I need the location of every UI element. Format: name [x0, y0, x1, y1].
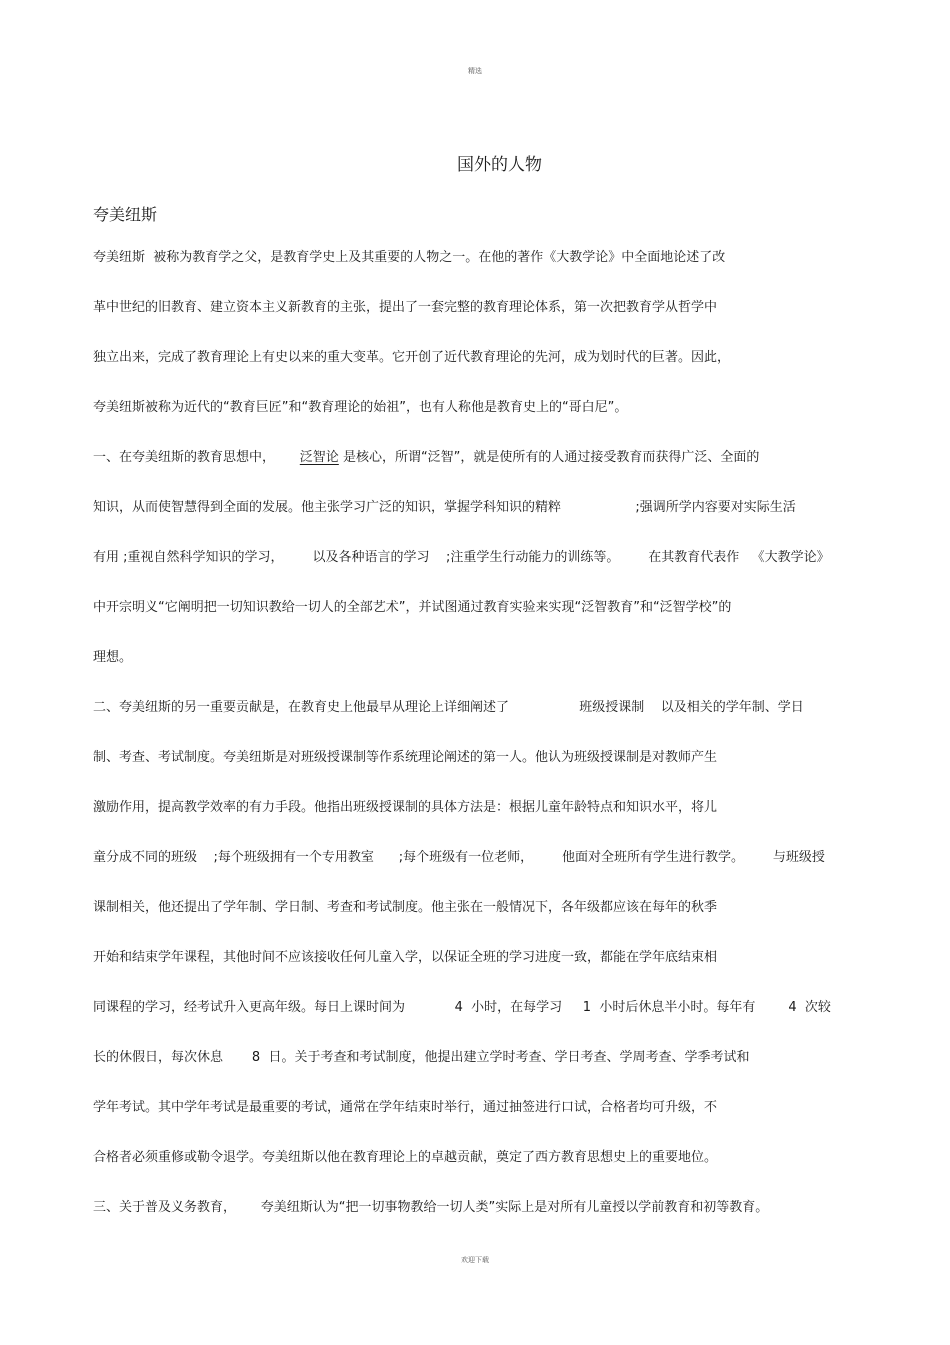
paragraph-line — [93, 450, 759, 466]
paragraph-line — [93, 1100, 717, 1116]
line-text: 课制相关，他还提出了学年制、学日制、考查和考试制度。他主张在一般情况下，各年级都应该在每年的秋季 — [93, 900, 718, 915]
paragraph-line — [93, 600, 731, 616]
line-text: 三、关于普及义务教育， 夸美纽斯认为“把一切事物教给一切人类”实际上是对所有儿童授以学前教育和初等教育。 — [93, 1200, 769, 1215]
section-heading: 夸美纽斯 — [93, 205, 158, 224]
line-text: 激励作用，提高教学效率的有力手段。他指出班级授课制的具体方法是：根据儿童年龄特点和知识水平，将儿 — [93, 800, 718, 815]
paragraph-line — [93, 950, 717, 966]
paragraph-line — [93, 850, 825, 866]
line-text: 童分成不同的班级 ;每个班级拥有一个专用教室 ;每个班级有一位老师， 他面对全班所有学生进行教学。 与班级授 — [93, 850, 825, 865]
line-text: 合格者必须重修或勒令退学。夸美纽斯以他在教育理论上的卓越贡献，奠定了西方教育思想史上的重要地位。 — [93, 1150, 718, 1165]
paragraph-line — [93, 800, 717, 816]
paragraph-line — [93, 250, 725, 266]
line-text: 夸美纽斯 被称为教育学之父，是教育学史上及其重要的人物之一。在他的著作《大教学论》中全面地论述了改 — [93, 250, 726, 265]
paragraph-line — [93, 1000, 831, 1016]
paragraph-line — [93, 700, 804, 716]
line-text: 开始和结束学年课程，其他时间不应该接收任何儿童入学，以保证全班的学习进度一致，都能在学年底结束相 — [93, 950, 718, 965]
line-text: 有用 ;重视自然科学知识的学习， 以及各种语言的学习 ;注重学生行动能力的训练等。 在其教育代表作 《大教学论》 — [93, 550, 830, 565]
line-text: 二、夸美纽斯的另一重要贡献是，在教育史上他最早从理论上详细阐述了 班级授课制 以及相关的学年制、学日 — [93, 700, 804, 715]
line-text: 夸美纽斯被称为近代的“教育巨匠”和“教育理论的始祖”，也有人称他是教育史上的“哥白尼”。 — [93, 400, 628, 415]
paragraph-line — [93, 400, 627, 416]
paragraph-line — [93, 300, 717, 316]
line-text: 中开宗明义“它阐明把一切知识教给一切人的全部艺术”，并试图通过教育实验来实现“泛智教育”和“泛智学校”的 — [93, 600, 732, 615]
line-text: 学年考试。其中学年考试是最重要的考试，通常在学年结束时举行，通过抽签进行口试，合格者均可升级，不 — [93, 1100, 718, 1115]
line-text-continued: 是核心，所谓“泛智”，就是使所有的人通过接受教育而获得广泛、全面的 — [338, 450, 760, 465]
paragraph-line — [93, 1050, 749, 1066]
footer-watermark: 欢迎下载 — [461, 1256, 489, 1264]
paragraph-line — [93, 1150, 717, 1166]
line-text: 理想。 — [93, 650, 133, 665]
paragraph-line — [93, 500, 796, 516]
line-text: 同课程的学习，经考试升入更高年级。每日上课时间为 4 小时，在每学习 1 小时后休息半小时。每年有 4 次较 — [93, 1000, 831, 1015]
line-text: 独立出来，完成了教育理论上有史以来的重大变革。它开创了近代教育理论的先河，成为划时代的巨著。因此， — [93, 350, 731, 365]
line-text: 知识，从而使智慧得到全面的发展。他主张学习广泛的知识，掌握学科知识的精粹 ;强调所学内容要对实际生活 — [93, 500, 796, 515]
paragraph-line — [93, 350, 730, 366]
underlined-term: 泛智论 — [299, 450, 339, 465]
page-title: 国外的人物 — [457, 155, 542, 175]
header-watermark: 精选 — [468, 67, 482, 75]
line-text: 制、考查、考试制度。夸美纽斯是对班级授课制等作系统理论阐述的第一人。他认为班级授课制是对教师产生 — [93, 750, 718, 765]
paragraph-line — [93, 550, 830, 566]
paragraph-line — [93, 900, 717, 916]
line-text: 长的休假日，每次休息 8 日。关于考查和考试制度，他提出建立学时考查、学日考查、学周考查、学季考试和 — [93, 1050, 750, 1065]
paragraph-line — [93, 750, 717, 766]
paragraph-line — [93, 1200, 768, 1216]
paragraph-line — [93, 650, 132, 666]
line-text: 一、在夸美纽斯的教育思想中， — [93, 450, 300, 465]
line-text: 革中世纪的旧教育、建立资本主义新教育的主张，提出了一套完整的教育理论体系，第一次把教育学从哲学中 — [93, 300, 718, 315]
